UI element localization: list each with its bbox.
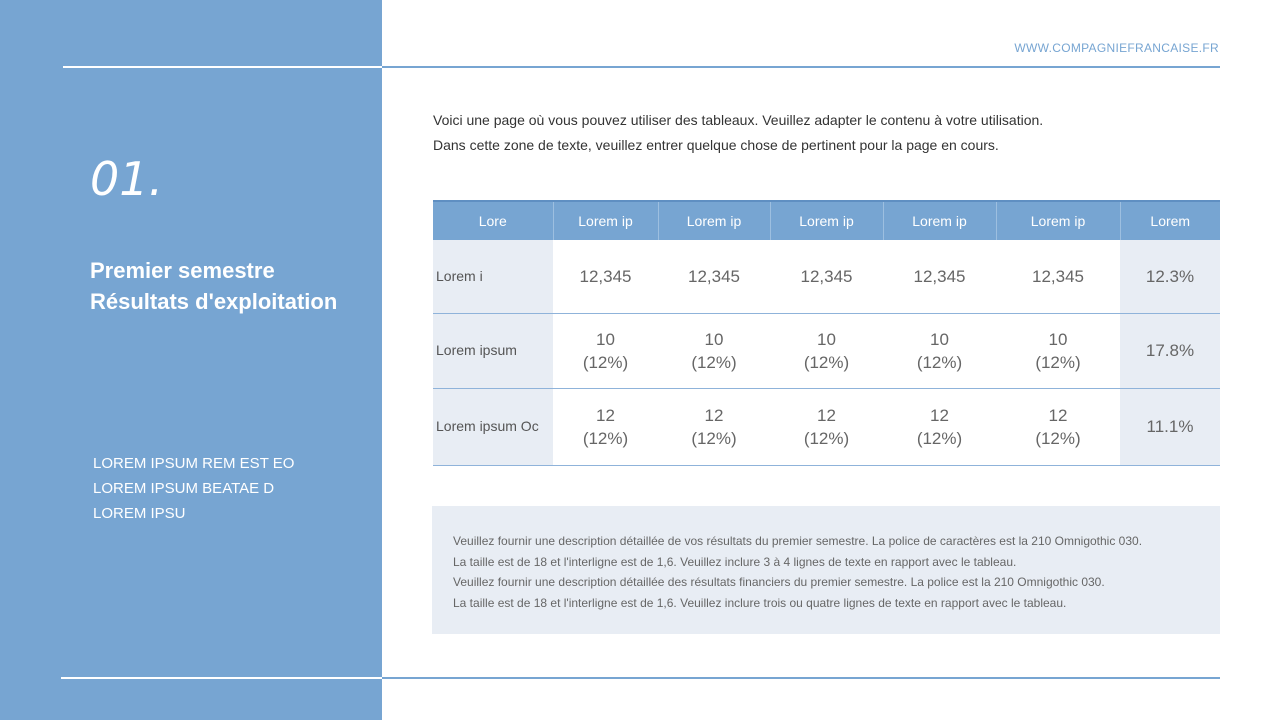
table-header-cell: Lorem ip	[883, 201, 996, 240]
table-cell	[996, 388, 1120, 465]
table-cell	[658, 240, 770, 313]
divider-bottom-left	[61, 677, 382, 679]
table-cell	[553, 313, 658, 388]
divider-bottom-right	[382, 677, 1220, 679]
table-header-cell: Lorem ip	[658, 201, 770, 240]
table-cell	[883, 240, 996, 313]
side-list-item: LOREM IPSU	[93, 505, 186, 522]
cell-value: 10	[596, 329, 615, 349]
section-number: 01.	[90, 152, 164, 206]
table-header-cell: Lorem ip	[553, 201, 658, 240]
cell-percent: (12%)	[803, 352, 850, 372]
cell-value: 12	[704, 405, 724, 425]
row-label: Lorem ipsum Oc	[433, 388, 553, 465]
cell-value: 10	[1048, 329, 1068, 349]
description-line: Veuillez fournir une description détaillée de vos résultats du premier semestre. La police de caractères est la 210 Omnigothic 030.	[453, 534, 1143, 548]
section-title-line: Résultats d'exploitation	[90, 289, 338, 314]
section-title-line: Premier semestre	[90, 258, 275, 283]
percent-cell: 11.1%	[1120, 388, 1220, 465]
intro-text	[433, 108, 1043, 158]
cell-value: 10	[704, 329, 724, 349]
table-row	[433, 240, 1220, 313]
cell-percent: (12%)	[691, 428, 737, 448]
table-cell	[553, 388, 658, 465]
intro-line: Dans cette zone de texte, veuillez entrer quelque chose de pertinent pour la page en cours.	[433, 137, 999, 153]
results-table	[433, 200, 1220, 466]
percent-cell: 17.8%	[1120, 313, 1220, 388]
description-line: Veuillez fournir une description détaillée des résultats financiers du premier semestre. La police est la 210 Omnigothic 030.	[453, 575, 1105, 589]
table-header-cell: Lorem ip	[996, 201, 1120, 240]
cell-value: 12,345	[1032, 266, 1084, 286]
section-title	[90, 255, 370, 317]
intro-line: Voici une page où vous pouvez utiliser des tableaux. Veuillez adapter le contenu à votre utilisation.	[433, 112, 1044, 128]
cell-percent: (12%)	[582, 428, 629, 448]
table-row	[433, 388, 1220, 465]
cell-value: 12,345	[688, 266, 740, 286]
table-cell	[770, 240, 883, 313]
table-header-cell: Lorem	[1120, 201, 1220, 240]
table-cell	[658, 313, 770, 388]
cell-value: 12	[1048, 405, 1068, 425]
table-header-cell: Lorem ip	[770, 201, 883, 240]
table-cell	[770, 313, 883, 388]
cell-percent: (12%)	[691, 352, 737, 372]
cell-percent: (12%)	[582, 352, 629, 372]
divider-top-right	[382, 66, 1220, 68]
table-header-cell: Lore	[433, 201, 553, 240]
description-line: La taille est de 18 et l'interligne est de 1,6. Veuillez inclure trois ou quatre lignes de texte en rapport avec le tableau.	[453, 595, 1067, 610]
cell-percent: (12%)	[916, 352, 963, 372]
divider-top-left	[63, 66, 382, 68]
row-label: Lorem i	[433, 240, 553, 313]
table-cell	[883, 388, 996, 465]
description-box	[432, 506, 1220, 634]
side-list-item: LOREM IPSUM REM EST EO	[93, 455, 295, 472]
cell-value: 10	[817, 329, 836, 349]
table-cell	[883, 313, 996, 388]
table-cell	[996, 313, 1120, 388]
cell-value: 12	[596, 405, 615, 425]
percent-cell: 12.3%	[1120, 240, 1220, 313]
cell-value: 10	[930, 329, 949, 349]
cell-percent: (12%)	[1035, 428, 1081, 448]
cell-percent: (12%)	[803, 428, 850, 448]
cell-percent: (12%)	[916, 428, 963, 448]
side-panel	[0, 0, 382, 720]
side-list	[93, 451, 294, 526]
row-label: Lorem ipsum	[433, 313, 553, 388]
cell-value: 12,345	[913, 266, 966, 286]
table-row	[433, 313, 1220, 388]
cell-value: 12,345	[579, 266, 632, 286]
table-cell	[658, 388, 770, 465]
website-url: WWW.COMPAGNIEFRANCAISE.FR	[1014, 41, 1219, 55]
cell-value: 12	[817, 405, 836, 425]
cell-value: 12,345	[800, 266, 853, 286]
table-cell	[996, 240, 1120, 313]
table-cell	[553, 240, 658, 313]
description-line: La taille est de 18 et l'interligne est de 1,6. Veuillez inclure 3 à 4 lignes de texte en rapport avec le tableau.	[453, 554, 1017, 569]
table-header-row	[433, 201, 1220, 240]
table-cell	[770, 388, 883, 465]
side-list-item: LOREM IPSUM BEATAE D	[93, 480, 275, 497]
cell-percent: (12%)	[1035, 352, 1081, 372]
cell-value: 12	[930, 405, 949, 425]
